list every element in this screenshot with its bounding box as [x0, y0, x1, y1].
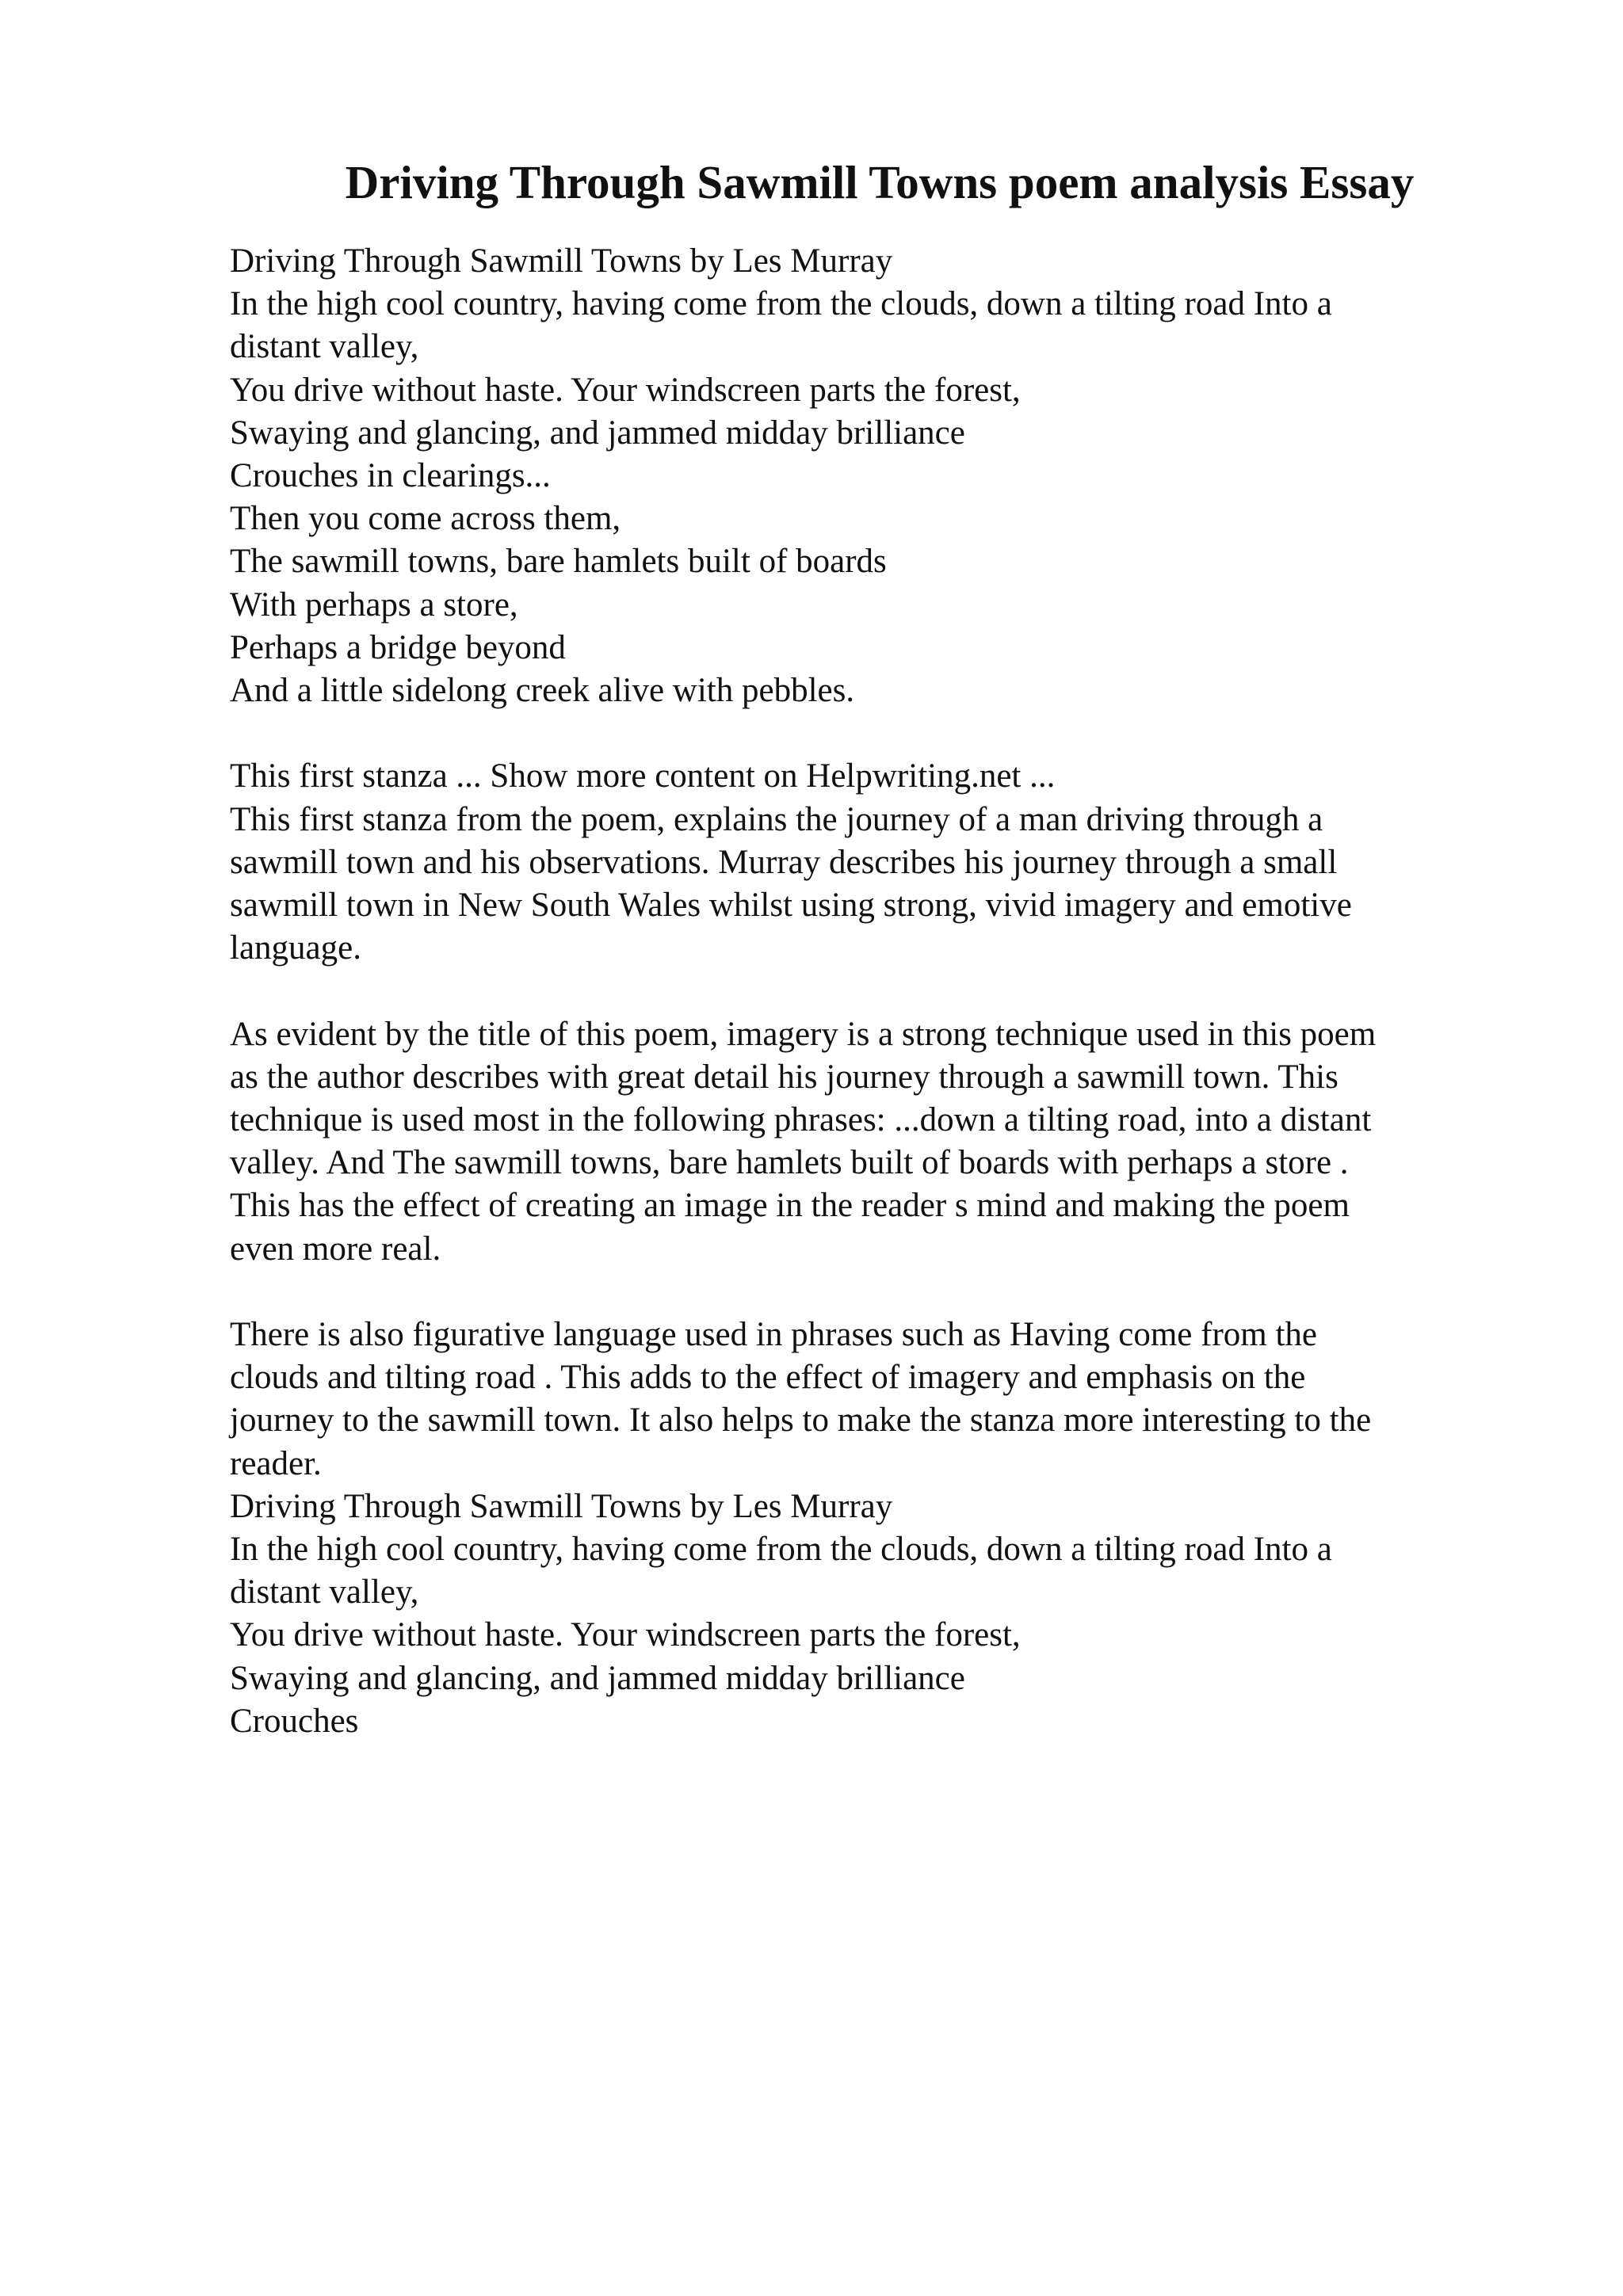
text-line: You drive without haste. Your windscreen parts the forest,: [230, 371, 1021, 409]
text-line: reader.: [230, 1444, 322, 1482]
text-line: In the high cool country, having come from the clouds, down a tilting road Into a: [230, 285, 1332, 323]
paragraph-gap: [230, 970, 1482, 1013]
text-line: Driving Through Sawmill Towns by Les Murray: [230, 1487, 893, 1525]
text-line: Crouches in clearings...: [230, 457, 551, 495]
text-line: language.: [230, 929, 361, 967]
text-line: Then you come across them,: [230, 500, 621, 538]
text-line: as the author describes with great detail his journey through a sawmill town. This: [230, 1058, 1338, 1096]
text-line: even more real.: [230, 1230, 441, 1268]
text-line: distant valley,: [230, 328, 419, 366]
text-line: The sawmill towns, bare hamlets built of boards: [230, 543, 887, 581]
text-line: This has the effect of creating an image in the reader s mind and making the poem: [230, 1187, 1350, 1225]
text-line: Crouches: [230, 1702, 359, 1740]
text-line: This first stanza from the poem, explains the journey of a man driving through a: [230, 800, 1323, 838]
text-line: sawmill town in New South Wales whilst using strong, vivid imagery and emotive: [230, 887, 1352, 925]
document-title: Driving Through Sawmill Towns poem analysis Essay: [345, 156, 1415, 208]
text-line: You drive without haste. Your windscreen parts the forest,: [230, 1616, 1021, 1654]
paragraph-gap: [230, 1271, 1482, 1314]
text-line: With perhaps a store,: [230, 585, 518, 624]
text-line: technique is used most in the following phrases: ...down a tilting road, into a distant: [230, 1101, 1372, 1139]
text-line: valley. And The sawmill towns, bare hamlets built of boards with perhaps a store .: [230, 1144, 1349, 1182]
text-line: Swaying and glancing, and jammed midday brilliance: [230, 1659, 965, 1697]
text-line: Driving Through Sawmill Towns by Les Murray: [230, 242, 893, 280]
text-line: distant valley,: [230, 1573, 419, 1611]
document-body: [230, 240, 1482, 1743]
text-line: clouds and tilting road . This adds to the effect of imagery and emphasis on the: [230, 1359, 1306, 1397]
text-line: As evident by the title of this poem, imagery is a strong technique used in this poem: [230, 1015, 1377, 1053]
text-line: This first stanza ... Show more content on Helpwriting.net ...: [230, 757, 1056, 795]
text-line: And a little sidelong creek alive with pebbles.: [230, 672, 855, 710]
text-line: Swaying and glancing, and jammed midday brilliance: [230, 414, 965, 452]
text-line: In the high cool country, having come from the clouds, down a tilting road Into a: [230, 1531, 1332, 1569]
text-line: There is also figurative language used in phrases such as Having come from the: [230, 1316, 1317, 1354]
text-line: Perhaps a bridge beyond: [230, 628, 566, 666]
text-line: journey to the sawmill town. It also helps to make the stanza more interesting to the: [230, 1402, 1372, 1440]
paragraph-gap: [230, 712, 1482, 755]
text-line: sawmill town and his observations. Murray describes his journey through a small: [230, 843, 1338, 881]
